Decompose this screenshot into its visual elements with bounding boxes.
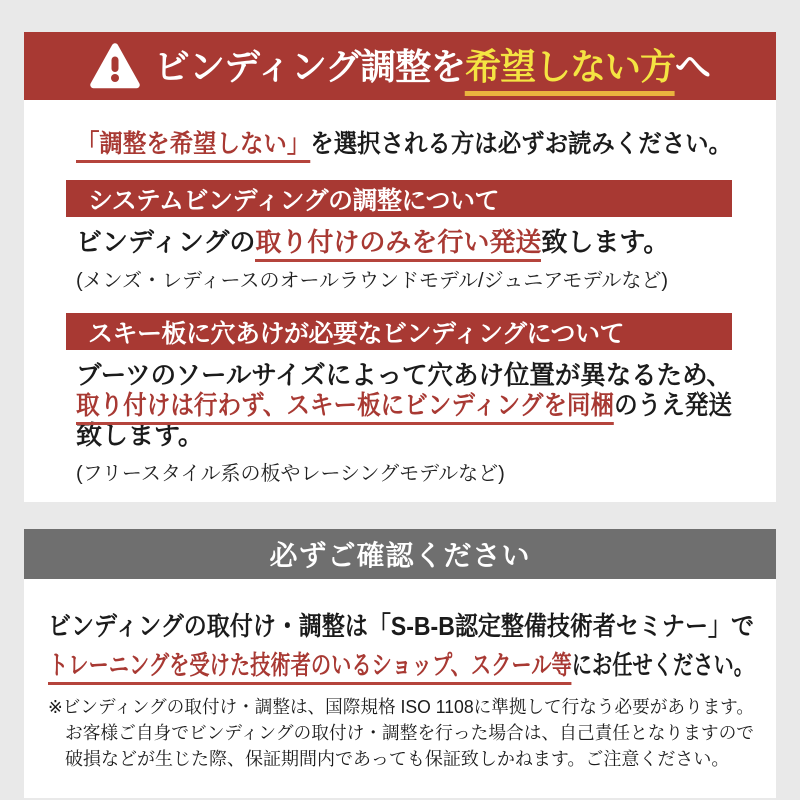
confirmation-line1	[48, 611, 754, 641]
confirmation-line2	[48, 650, 754, 680]
system-binding-note-text: (メンズ・レディースのオールラウンドモデル/ジュニアモデルなど)	[76, 270, 669, 292]
system-binding-line-highlight: 取り付けのみを行い発送	[255, 227, 541, 262]
confirmation-heading	[24, 529, 776, 579]
disclaimer-note-3	[48, 746, 754, 772]
intro-rest: を選択される方は必ずお読みください。	[310, 130, 732, 158]
drill-binding-line2-suffix: のうえ発送	[614, 390, 732, 420]
disclaimer-note-2-text: お客様ご自身でビンディングの取付け・調整を行った場合は、自己責任となりますので	[65, 723, 754, 743]
alert-title-suffix: へ	[674, 46, 710, 87]
drill-binding-line1-text: ブーツのソールサイズによって穴あけ位置が異なるため、	[76, 360, 732, 390]
system-binding-line	[76, 227, 732, 257]
disclaimer-note-1-text: ※ビンディングの取付け・調整は、国際規格 ISO 1108に準拠して行なう必要があります。	[48, 697, 754, 717]
disclaimer-note-3-text: 破損などが生じた際、保証期間内であっても保証致しかねます。ご注意ください。	[65, 749, 730, 769]
warning-triangle-icon	[90, 43, 140, 89]
drill-binding-line1	[76, 360, 732, 390]
confirmation-line2-suffix: にお任せください。	[571, 650, 754, 680]
alert-title-main: ビンディング調整を	[153, 46, 465, 87]
drill-binding-note-text: (フリースタイル系の板やレーシングモデルなど)	[76, 463, 505, 485]
disclaimer-note-1	[48, 694, 754, 720]
intro-highlight: 「調整を希望しない」	[76, 130, 310, 163]
confirmation-line2-highlight: トレーニングを受けた技術者のいるショップ、スクール等	[48, 650, 572, 685]
disclaimer-note-2	[48, 720, 754, 746]
drill-binding-note	[76, 457, 732, 486]
confirmation-body	[24, 579, 776, 798]
drill-binding-heading-label: スキー板に穴あけが必要なビンディングについて	[88, 319, 625, 348]
system-binding-line-suffix: 致します。	[541, 227, 670, 257]
confirmation-line1-text: ビンディングの取付け・調整は「S-B-B認定整備技術者セミナー」で	[48, 611, 754, 641]
confirmation-card	[24, 529, 776, 798]
drill-binding-line2-highlight: 取り付けは行わず、スキー板にビンディングを同梱	[76, 390, 614, 425]
system-binding-line-prefix: ビンディングの	[76, 227, 256, 257]
adjustment-notice-card	[24, 32, 776, 502]
intro-line	[76, 124, 732, 160]
disclaimer-notes	[48, 694, 754, 772]
alert-title-highlight: 希望しない方	[465, 46, 675, 96]
system-binding-note	[76, 264, 732, 293]
confirmation-heading-label: 必ずご確認ください	[269, 540, 531, 571]
system-binding-heading	[66, 180, 732, 217]
adjustment-notice-body	[24, 100, 776, 502]
drill-binding-heading	[66, 313, 732, 350]
alert-title	[154, 47, 710, 85]
drill-binding-line2	[76, 390, 732, 420]
alert-header	[24, 32, 776, 100]
system-binding-heading-label: システムビンディングの調整について	[88, 186, 500, 215]
drill-binding-line3-text: 致します。	[76, 420, 204, 450]
